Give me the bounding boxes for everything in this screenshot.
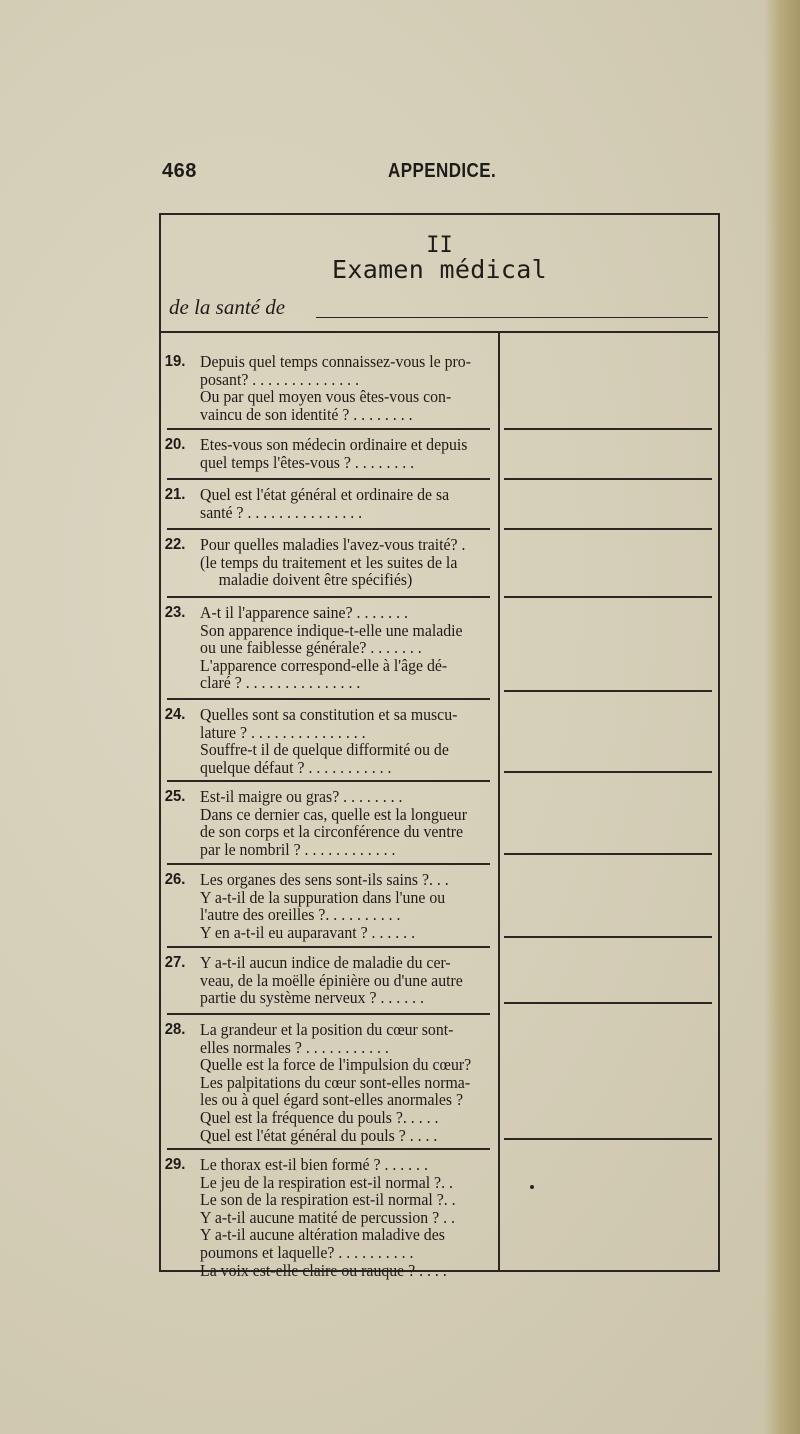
question-number: 20. xyxy=(164,436,186,453)
question-line: de son corps et la circonférence du ventre xyxy=(200,822,464,842)
question-divider xyxy=(167,946,490,948)
question-divider xyxy=(167,528,490,530)
question-line: Le son de la respiration est-il normal ?. . xyxy=(200,1190,456,1210)
question-number: 21. xyxy=(164,486,186,503)
question-line: Les palpitations du cœur sont-elles norma- xyxy=(200,1072,471,1092)
question-line: Quelle est la force de l'impulsion du cœur? xyxy=(200,1055,472,1075)
question-divider xyxy=(167,596,490,598)
question-number: 27. xyxy=(164,954,186,971)
question-line: partie du système nerveux ? . . . . . . xyxy=(200,988,424,1008)
question-line: Le jeu de la respiration est-il normal ?. . xyxy=(200,1172,453,1192)
section-numeral: II xyxy=(426,233,453,258)
question-line: posant? . . . . . . . . . . . . . . xyxy=(200,369,360,389)
medical-exam-form xyxy=(159,213,720,1280)
question-divider xyxy=(167,698,490,700)
question-line: Y a-t-il de la suppuration dans l'une ou xyxy=(200,887,446,907)
answer-divider xyxy=(504,936,712,938)
question-line: quelque défaut ? . . . . . . . . . . . xyxy=(200,757,392,777)
question-line: Y a-t-il aucune altération maladive des xyxy=(200,1225,445,1245)
question-number: 26. xyxy=(164,871,186,888)
question-number: 28. xyxy=(164,1021,186,1038)
question-line: vaincu de son identité ? . . . . . . . . xyxy=(200,404,413,424)
ink-speck xyxy=(530,1185,534,1189)
question-divider xyxy=(167,863,490,865)
question-line: La grandeur et la position du cœur sont- xyxy=(200,1020,454,1039)
question-line: A-t il l'apparence saine? . . . . . . . xyxy=(200,603,408,622)
answer-divider xyxy=(504,853,712,855)
question-line: Dans ce dernier cas, quelle est la longueur xyxy=(200,804,467,824)
answer-divider xyxy=(504,528,712,530)
answer-divider xyxy=(504,596,712,598)
answers-column xyxy=(498,333,718,1270)
question-line: Y a-t-il aucun indice de maladie du cer- xyxy=(200,953,451,972)
question-divider xyxy=(167,1148,490,1150)
question-line: les ou à quel égard sont-elles anormales ? xyxy=(200,1090,464,1110)
form-header xyxy=(161,215,718,333)
form-title: Examen médical xyxy=(332,255,547,284)
question-line: Ou par quel moyen vous êtes-vous con- xyxy=(200,387,452,407)
question-line: Y en a-t-il eu auparavant ? . . . . . . xyxy=(200,922,416,942)
question-line: Son apparence indique-t-elle une maladie xyxy=(200,620,463,640)
running-title: APPENDICE. xyxy=(388,160,497,182)
question-number: 24. xyxy=(164,706,186,723)
question-line: (le temps du traitement et les suites de la xyxy=(200,552,458,572)
question-line: veau, de la moëlle épinière ou d'une autre xyxy=(200,970,463,990)
question-line: elles normales ? . . . . . . . . . . . xyxy=(200,1037,389,1057)
question-line: Quel est la fréquence du pouls ?. . . . . xyxy=(200,1107,439,1127)
question-number: 19. xyxy=(164,353,186,370)
question-line: Pour quelles maladies l'avez-vous traité? . xyxy=(200,535,466,554)
question-line: Etes-vous son médecin ordinaire et depuis xyxy=(200,435,468,454)
form-subtitle: de la santé de xyxy=(169,295,286,319)
question-line: Les organes des sens sont-ils sains ?. . . xyxy=(200,870,449,889)
question-line: santé ? . . . . . . . . . . . . . . . xyxy=(200,502,363,522)
page-edge-shadow xyxy=(764,0,800,1434)
question-line: Souffre-t il de quelque difformité ou de xyxy=(200,740,449,760)
question-line: Est-il maigre ou gras? . . . . . . . . xyxy=(200,787,403,806)
question-divider xyxy=(167,1013,490,1015)
question-divider xyxy=(167,780,490,782)
question-line: par le nombril ? . . . . . . . . . . . . xyxy=(200,839,396,859)
question-line: Quel est l'état général et ordinaire de sa xyxy=(200,485,450,504)
question-line: Depuis quel temps connaissez-vous le pro- xyxy=(200,352,471,371)
question-number: 23. xyxy=(164,604,186,621)
question-line: lature ? . . . . . . . . . . . . . . . xyxy=(200,722,366,742)
answer-divider xyxy=(504,1138,712,1140)
question-line: La voix est-elle claire ou rauque ? . . . . xyxy=(200,1260,447,1280)
question-line: Quelles sont sa constitution et sa muscu- xyxy=(200,705,458,724)
question-number: 29. xyxy=(164,1156,186,1173)
answer-divider xyxy=(504,1002,712,1004)
question-line: Y a-t-il aucune matité de percussion ? . . xyxy=(200,1207,455,1227)
answer-divider xyxy=(504,428,712,430)
answer-divider xyxy=(504,771,712,773)
question-line: L'apparence correspond-elle à l'âge dé- xyxy=(200,655,448,675)
running-head xyxy=(162,160,502,190)
question-line: claré ? . . . . . . . . . . . . . . . xyxy=(200,673,361,693)
answer-divider xyxy=(504,478,712,480)
question-line: poumons et laquelle? . . . . . . . . . . xyxy=(200,1242,414,1262)
question-line: l'autre des oreilles ?. . . . . . . . . . xyxy=(200,905,401,925)
question-line: ou une faiblesse générale? . . . . . . . xyxy=(200,638,422,658)
name-blank-line xyxy=(316,317,708,318)
question-line: quel temps l'êtes-vous ? . . . . . . . . xyxy=(200,452,415,472)
answer-divider xyxy=(504,690,712,692)
question-line: maladie doivent être spécifiés) xyxy=(218,570,413,590)
page-number: 468 xyxy=(162,160,197,182)
question-line: Quel est l'état général du pouls ? . . . . xyxy=(200,1125,438,1145)
question-divider xyxy=(167,428,490,430)
question-number: 25. xyxy=(164,788,186,805)
question-divider xyxy=(167,478,490,480)
question-number: 22. xyxy=(164,536,186,553)
question-line: Le thorax est-il bien formé ? . . . . . . xyxy=(200,1155,428,1174)
